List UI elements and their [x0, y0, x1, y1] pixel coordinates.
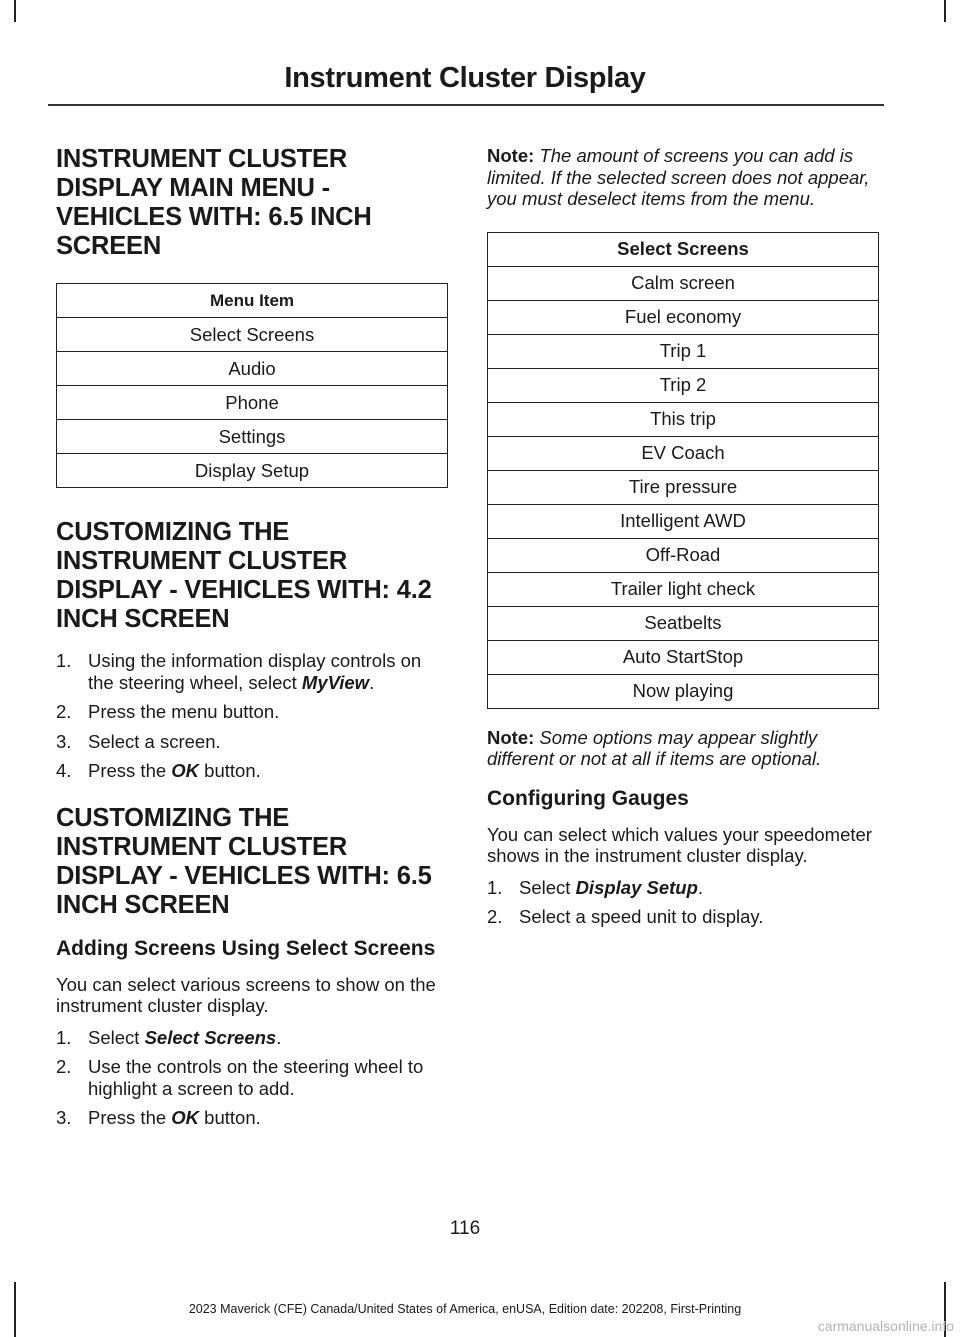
list-item: 2. Select a speed unit to display. — [487, 906, 764, 927]
steps-list-6-5 — [56, 1027, 448, 1129]
menu-item-table — [56, 283, 448, 488]
crop-mark-top-left — [14, 0, 16, 22]
page-header-title: Instrument Cluster Display — [284, 62, 646, 94]
table-row: Fuel economy — [488, 300, 879, 334]
steps-list-gauges — [487, 877, 879, 928]
table-row: EV Coach — [488, 436, 879, 470]
table-row: Intelligent AWD — [488, 504, 879, 538]
list-item: 2. Press the menu button. — [56, 701, 280, 722]
footer-edition-text: 2023 Maverick (CFE) Canada/United States of America, enUSA, Edition date: 202208, First-Printing — [188, 1302, 742, 1316]
list-item: 2. Use the controls on the steering wheel to highlight a screen to add. — [56, 1056, 424, 1099]
table-row: Select Screens — [57, 318, 448, 352]
left-column — [56, 145, 448, 1137]
list-item: 3. Select a screen. — [56, 730, 221, 752]
header-divider — [48, 104, 884, 106]
table-row: Phone — [57, 386, 448, 420]
crop-mark-top-right — [944, 0, 946, 22]
table-row: Display Setup — [57, 454, 448, 488]
intro-paragraph: You can select various screens to show on the instrument cluster display. — [56, 973, 436, 1016]
section-heading-customize-4-2: CUSTOMIZING THE INSTRUMENT CLUSTER DISPLAY - VEHICLES WITH: 4.2 INCH SCREEN — [56, 518, 432, 633]
list-item: 1. Select Select Screens. — [56, 1026, 282, 1048]
table-row: Seatbelts — [488, 606, 879, 640]
list-item: 4. Press the OK button. — [56, 760, 261, 781]
watermark: carmanualsonline.info — [817, 1318, 954, 1334]
table-row: Now playing — [488, 674, 879, 708]
note-screen-limit: Note: The amount of screens you can add is limited. If the selected screen does not appear, you must deselect items from the menu. — [487, 145, 870, 209]
steps-list-4-2 — [56, 650, 448, 782]
subheading-configuring-gauges: Configuring Gauges — [487, 786, 689, 810]
table-row: Trip 2 — [488, 368, 879, 402]
table-header: Select Screens — [488, 232, 879, 266]
table-row: Calm screen — [488, 266, 879, 300]
page-number: 116 — [449, 1218, 481, 1239]
table-row: Auto StartStop — [488, 640, 879, 674]
table-row: Tire pressure — [488, 470, 879, 504]
section-heading-customize-6-5: CUSTOMIZING THE INSTRUMENT CLUSTER DISPLAY - VEHICLES WITH: 6.5 INCH SCREEN — [56, 803, 432, 919]
subheading-adding-screens: Adding Screens Using Select Screens — [56, 936, 436, 960]
list-item: 3. Press the OK button. — [56, 1107, 261, 1128]
gauges-intro-paragraph: You can select which values your speedometer shows in the instrument cluster display. — [487, 823, 872, 866]
section-heading-main-menu: INSTRUMENT CLUSTER DISPLAY MAIN MENU - VEHICLES WITH: 6.5 INCH SCREEN — [56, 145, 372, 260]
table-row: Trip 1 — [488, 334, 879, 368]
note-optional-items: Note: Some options may appear slightly different or not at all if items are optional. — [487, 726, 822, 769]
table-header: Menu Item — [57, 284, 448, 318]
select-screens-table — [487, 232, 879, 709]
table-row: This trip — [488, 402, 879, 436]
table-row: Settings — [57, 420, 448, 454]
list-item: 1. Using the information display controls on the steering wheel, select MyView. — [56, 650, 422, 693]
table-row: Trailer light check — [488, 572, 879, 606]
table-row: Off-Road — [488, 538, 879, 572]
list-item: 1. Select Display Setup. — [487, 876, 704, 898]
right-column — [487, 145, 879, 936]
table-row: Audio — [57, 352, 448, 386]
